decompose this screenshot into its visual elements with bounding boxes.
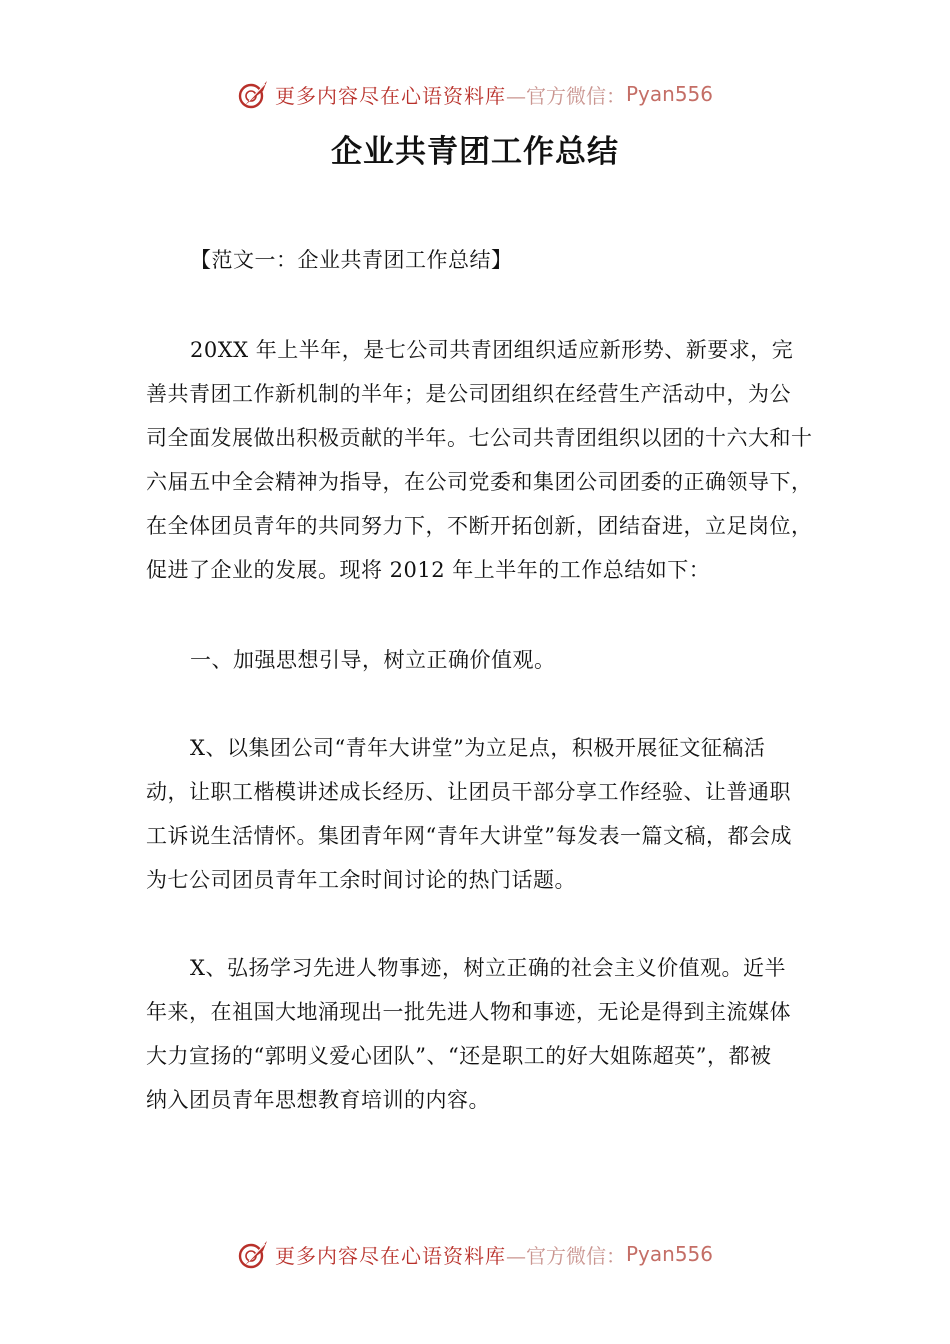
document-subtitle: [146, 238, 826, 282]
paragraph-line: 大力宣扬的“郭明义爱心团队”、“还是职工的好大姐陈超英”，都被: [146, 1044, 772, 1068]
paragraph-item-1: [146, 726, 826, 902]
paragraph-line: 司全面发展做出积极贡献的半年。七公司共青团组织以团的十六大和十: [146, 426, 813, 450]
watermark-text: 更多内容尽在心语资料库: [274, 83, 506, 108]
paragraph-intro: [146, 328, 826, 592]
quill-logo-icon: [237, 77, 271, 111]
document-title: 企业共青团工作总结: [331, 134, 619, 170]
paragraph-line: X、以集团公司“青年大讲堂”为立足点，积极开展征文征稿活: [190, 736, 766, 760]
paragraph-line: 为七公司团员青年工余时间讨论的热门话题。: [146, 868, 576, 892]
watermark-separator: —官方微信：: [505, 1243, 626, 1268]
watermark-banner-top: [0, 74, 950, 114]
paragraph-line: 动，让职工楷模讲述成长经历、让团员干部分享工作经验、让普通职: [146, 780, 791, 804]
section-heading-text: 一、加强思想引导，树立正确价值观。: [190, 648, 556, 672]
paragraph-line: 工诉说生活情怀。集团青年网“青年大讲堂”每发表一篇文稿，都会成: [146, 824, 792, 848]
paragraph-line: 20XX 年上半年，是七公司共青团组织适应新形势、新要求，完: [190, 338, 794, 362]
paragraph-line: 六届五中全会精神为指导，在公司党委和集团公司团委的正确领导下，: [146, 470, 813, 494]
paragraph-line: 年来，在祖国大地涌现出一批先进人物和事迹，无论是得到主流媒体: [146, 1000, 791, 1024]
paragraph-line: 善共青团工作新机制的半年；是公司团组织在经营生产活动中，为公: [146, 382, 791, 406]
watermark-wechat-id: Pyan556: [625, 1242, 713, 1266]
paragraph-item-2: [146, 946, 826, 1122]
subtitle-text: 【范文一：企业共青团工作总结】: [190, 248, 513, 272]
paragraph-line: 促进了企业的发展。现将 2012 年上半年的工作总结如下：: [146, 558, 711, 582]
quill-logo-icon: [237, 1237, 271, 1271]
watermark-text: 更多内容尽在心语资料库: [274, 1243, 506, 1268]
watermark-banner-bottom: [0, 1234, 950, 1274]
section-heading: [146, 638, 826, 682]
watermark-separator: —官方微信：: [505, 83, 626, 108]
paragraph-line: 在全体团员青年的共同努力下，不断开拓创新，团结奋进，立足岗位，: [146, 514, 813, 538]
watermark-wechat-id: Pyan556: [625, 82, 713, 106]
paragraph-line: X、弘扬学习先进人物事迹，树立正确的社会主义价值观。近半: [190, 956, 786, 980]
paragraph-line: 纳入团员青年思想教育培训的内容。: [146, 1088, 490, 1112]
